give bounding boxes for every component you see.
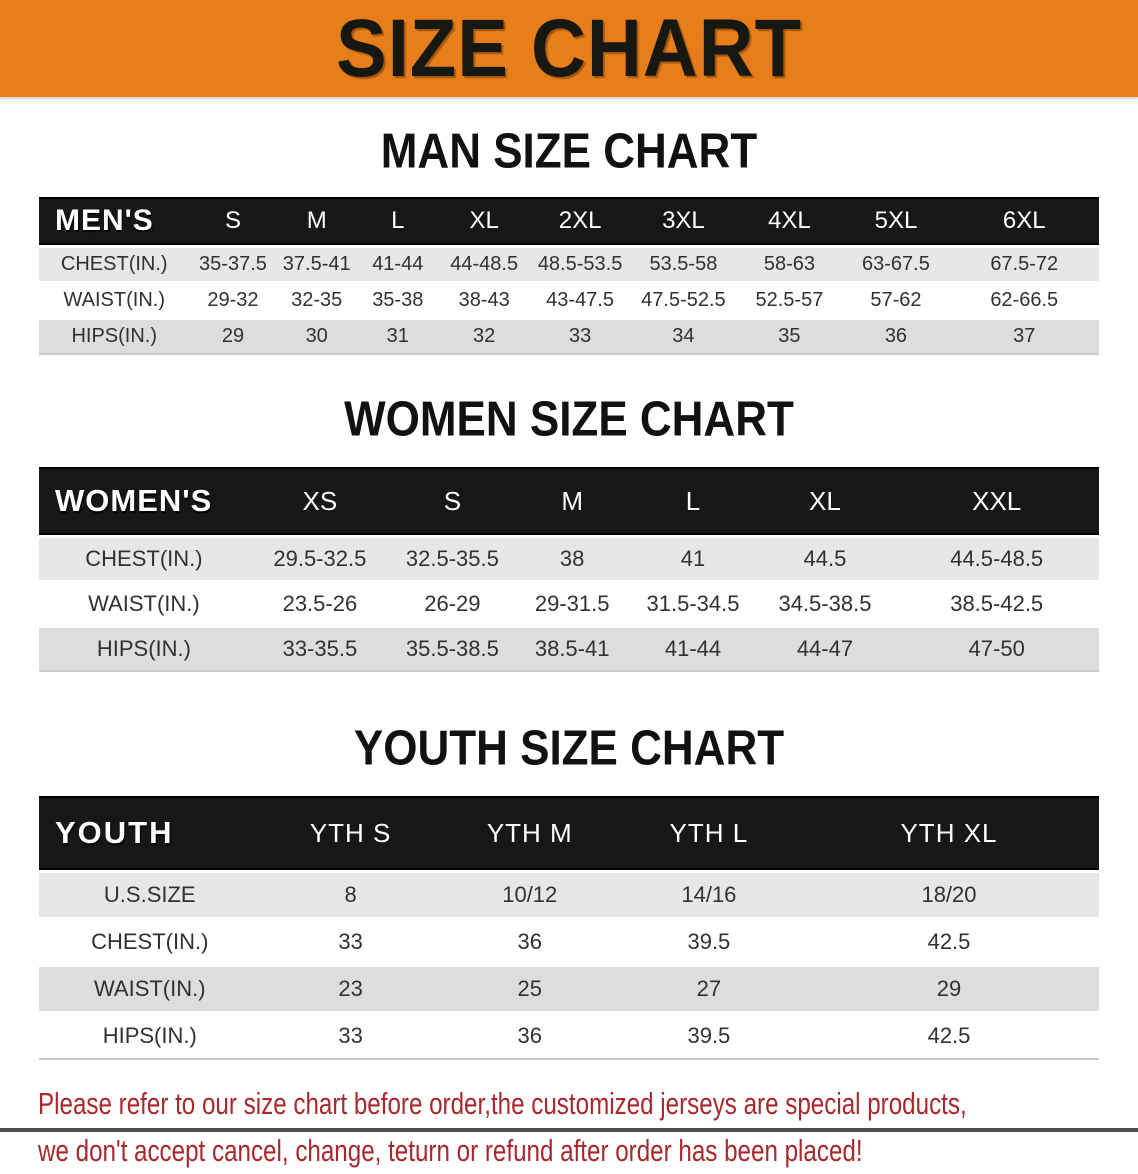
- measurement-row-label: HIPS(IN.): [39, 625, 249, 672]
- measurement-row-label: CHEST(IN.): [39, 535, 249, 580]
- measurement-row: [39, 580, 1099, 625]
- size-value-cell: 27: [619, 964, 799, 1011]
- size-value-cell: 29-32: [190, 281, 277, 317]
- mens-size-table: [39, 197, 1099, 355]
- size-value-cell: 41-44: [357, 245, 439, 281]
- size-value-cell: 57-62: [842, 281, 949, 317]
- size-value-cell: 44.5-48.5: [894, 535, 1099, 580]
- size-column-header: YTH L: [619, 796, 799, 870]
- size-value-cell: 42.5: [799, 917, 1099, 964]
- measurement-row: [39, 245, 1099, 281]
- size-value-cell: 33: [530, 317, 631, 355]
- size-value-cell: 33-35.5: [249, 625, 391, 672]
- youth-size-table: [39, 796, 1099, 1060]
- size-value-cell: 67.5-72: [949, 245, 1099, 281]
- size-value-cell: 26-29: [391, 580, 514, 625]
- measurement-row-label: CHEST(IN.): [39, 245, 190, 281]
- size-value-cell: 38-43: [439, 281, 530, 317]
- size-column-header: S: [391, 467, 514, 535]
- size-column-header: 5XL: [842, 197, 949, 245]
- disclaimer-line-2: we don't accept cancel, change, teturn or refund after order has been placed!: [38, 1133, 863, 1168]
- size-value-cell: 25: [441, 964, 619, 1011]
- size-value-cell: 38.5-41: [514, 625, 631, 672]
- size-value-cell: 38.5-42.5: [894, 580, 1099, 625]
- measurement-row: [39, 870, 1099, 917]
- size-value-cell: 31: [357, 317, 439, 355]
- size-column-header: L: [630, 467, 755, 535]
- size-column-header: M: [276, 197, 357, 245]
- size-value-cell: 39.5: [619, 917, 799, 964]
- size-value-cell: 14/16: [619, 870, 799, 917]
- youth-section-heading: YOUTH SIZE CHART: [353, 721, 785, 776]
- size-value-cell: 32: [439, 317, 530, 355]
- size-value-cell: 44-48.5: [439, 245, 530, 281]
- size-value-cell: 39.5: [619, 1011, 799, 1060]
- size-column-header: L: [357, 197, 439, 245]
- size-value-cell: 58-63: [736, 245, 842, 281]
- size-value-cell: 47-50: [894, 625, 1099, 672]
- table-group-label: MEN'S: [39, 197, 190, 245]
- womens-size-table: [39, 467, 1099, 672]
- measurement-row-label: U.S.SIZE: [39, 870, 261, 917]
- measurement-row-label: HIPS(IN.): [39, 1011, 261, 1060]
- size-value-cell: 35-38: [357, 281, 439, 317]
- size-column-header: XL: [439, 197, 530, 245]
- size-value-cell: 62-66.5: [949, 281, 1099, 317]
- size-header-row: [39, 796, 1099, 870]
- size-column-header: XXL: [894, 467, 1099, 535]
- size-column-header: YTH XL: [799, 796, 1099, 870]
- size-value-cell: 8: [261, 870, 441, 917]
- disclaimer-line-1: Please refer to our size chart before order,the customized jerseys are special products,: [38, 1086, 967, 1121]
- measurement-row: [39, 964, 1099, 1011]
- size-value-cell: 36: [441, 1011, 619, 1060]
- measurement-row: [39, 281, 1099, 317]
- size-column-header: YTH M: [441, 796, 619, 870]
- size-value-cell: 44.5: [756, 535, 895, 580]
- size-value-cell: 32.5-35.5: [391, 535, 514, 580]
- size-value-cell: 35: [736, 317, 842, 355]
- measurement-row-label: WAIST(IN.): [39, 281, 190, 317]
- size-value-cell: 18/20: [799, 870, 1099, 917]
- size-value-cell: 48.5-53.5: [530, 245, 631, 281]
- size-value-cell: 41-44: [630, 625, 755, 672]
- size-value-cell: 33: [261, 1011, 441, 1060]
- size-value-cell: 63-67.5: [842, 245, 949, 281]
- size-column-header: 4XL: [736, 197, 842, 245]
- size-value-cell: 29: [190, 317, 277, 355]
- measurement-row: [39, 917, 1099, 964]
- women-section-heading: WOMEN SIZE CHART: [344, 392, 794, 447]
- size-value-cell: 38: [514, 535, 631, 580]
- size-column-header: S: [190, 197, 277, 245]
- size-column-header: XL: [756, 467, 895, 535]
- table-group-label: YOUTH: [39, 796, 261, 870]
- size-value-cell: 37: [949, 317, 1099, 355]
- size-value-cell: 32-35: [276, 281, 357, 317]
- measurement-row-label: WAIST(IN.): [39, 580, 249, 625]
- size-chart-banner: [0, 0, 1138, 97]
- size-value-cell: 35.5-38.5: [391, 625, 514, 672]
- size-value-cell: 29: [799, 964, 1099, 1011]
- measurement-row: [39, 625, 1099, 672]
- size-value-cell: 31.5-34.5: [630, 580, 755, 625]
- measurement-row-label: HIPS(IN.): [39, 317, 190, 355]
- size-header-row: [39, 467, 1099, 535]
- men-section-heading: MAN SIZE CHART: [380, 124, 758, 179]
- size-value-cell: 52.5-57: [736, 281, 842, 317]
- order-disclaimer: [38, 1080, 1138, 1174]
- banner-title: SIZE CHART: [336, 2, 802, 95]
- bottom-cropped-divider: [0, 1128, 1138, 1132]
- size-value-cell: 34: [630, 317, 736, 355]
- size-value-cell: 33: [261, 917, 441, 964]
- measurement-row: [39, 317, 1099, 355]
- measurement-row: [39, 1011, 1099, 1060]
- size-column-header: 2XL: [530, 197, 631, 245]
- size-value-cell: 35-37.5: [190, 245, 277, 281]
- size-header-row: [39, 197, 1099, 245]
- size-value-cell: 10/12: [441, 870, 619, 917]
- size-value-cell: 37.5-41: [276, 245, 357, 281]
- size-value-cell: 34.5-38.5: [756, 580, 895, 625]
- measurement-row-label: CHEST(IN.): [39, 917, 261, 964]
- size-column-header: 3XL: [630, 197, 736, 245]
- size-value-cell: 43-47.5: [530, 281, 631, 317]
- size-value-cell: 36: [441, 917, 619, 964]
- size-value-cell: 41: [630, 535, 755, 580]
- size-value-cell: 23.5-26: [249, 580, 391, 625]
- size-column-header: XS: [249, 467, 391, 535]
- table-group-label: WOMEN'S: [39, 467, 249, 535]
- size-value-cell: 30: [276, 317, 357, 355]
- measurement-row-label: WAIST(IN.): [39, 964, 261, 1011]
- size-value-cell: 53.5-58: [630, 245, 736, 281]
- size-column-header: M: [514, 467, 631, 535]
- size-value-cell: 29-31.5: [514, 580, 631, 625]
- size-value-cell: 47.5-52.5: [630, 281, 736, 317]
- size-value-cell: 29.5-32.5: [249, 535, 391, 580]
- size-value-cell: 44-47: [756, 625, 895, 672]
- size-value-cell: 23: [261, 964, 441, 1011]
- size-value-cell: 42.5: [799, 1011, 1099, 1060]
- size-column-header: 6XL: [949, 197, 1099, 245]
- measurement-row: [39, 535, 1099, 580]
- size-value-cell: 36: [842, 317, 949, 355]
- size-column-header: YTH S: [261, 796, 441, 870]
